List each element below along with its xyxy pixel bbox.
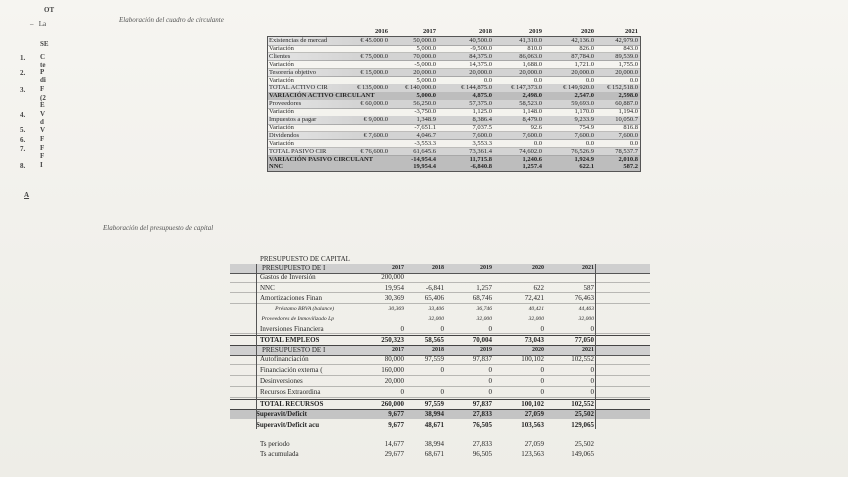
cell-value: € 15,000.0 [360,68,388,76]
cell-value: 8,386.4 [472,116,492,123]
year-header: 2018 [479,28,492,35]
cell-value: 14,677 [384,440,404,448]
cell-value: 56,250.0 [413,100,436,108]
row-label: Tesorería objetivo [269,68,317,76]
cell-value: 20,000 [384,377,404,385]
cell-value: 754.9 [579,123,594,131]
margin-item-number: 6. [20,136,26,144]
cell-value: -7,651.1 [414,123,436,131]
cell-value: 0 [540,324,544,333]
header-label: PRESUPUESTO DE I [262,346,326,354]
cell-value: 44,463 [578,305,594,312]
cell-value: 42,979.0 [615,37,638,44]
cell-value: 86,063.0 [519,52,542,60]
cell-value: 27,059 [524,440,544,448]
cell-value: 2,598.0 [618,92,638,100]
cell-value: 42,136.0 [571,37,594,44]
cell-value: 0.0 [533,76,542,84]
row-label: Clientes [269,52,291,60]
cell-value: 149,065 [571,450,594,458]
margin-code: OT [44,6,55,14]
cell-value: € 147,373.0 [511,84,542,92]
cell-value: 843.0 [623,44,638,52]
margin-item-fragment: (2 [40,94,46,102]
cell-value: 57,375.0 [469,100,492,108]
cell-value: 1,257 [476,283,492,292]
cell-value: 20,000.0 [413,68,436,76]
cell-value: 160,000 [381,366,404,374]
cell-value: 59,693.0 [571,100,594,108]
cell-value: 97,559 [424,355,444,363]
margin-item-number: 7. [20,145,26,153]
cell-value: 19,954.4 [413,163,436,171]
cell-value: 97,837 [472,400,492,408]
margin-item-number: 5. [20,126,26,134]
cell-value: 40,500.0 [469,37,492,44]
cell-value: € 60,000.0 [360,100,388,108]
row-label: Recursos Extraordina [260,388,321,396]
cell-value: 36,746 [476,305,492,312]
cell-value: 11,715.8 [469,155,492,163]
cell-value: 20,000.0 [571,68,594,76]
margin-item-number: 2. [20,69,26,77]
cell-value: 0 [590,377,594,385]
cell-value: 19,954 [384,283,404,292]
cell-value: 816.8 [623,123,638,131]
table-row [230,440,650,449]
cell-value: 260,000 [381,400,404,408]
cell-value: 810.0 [527,44,542,52]
year-header: 2019 [529,28,542,35]
margin-footer-mark: A [24,191,30,199]
cell-value: 1,348.9 [416,116,436,123]
cell-value: 622 [533,283,544,292]
cell-value: 76,505 [472,421,492,429]
row-label: Variación [269,123,294,131]
cell-value: 0.0 [629,139,638,147]
row-label: Proveedores [269,100,302,108]
cell-value: 1,170.0 [574,108,594,116]
cell-value: 27,833 [472,410,492,418]
cell-value: -6,840.8 [470,163,492,171]
cell-value: 70,004 [472,336,492,345]
cell-value: 30,369 [384,294,404,303]
cell-value: 32,000 [428,315,444,322]
cell-value: 50,000.0 [413,37,436,44]
cell-value: 33,406 [428,305,444,312]
cell-value: 0 [540,388,544,396]
cell-value: 0 [488,377,492,385]
row-label: Préstamo BBVA (balance) [275,305,334,312]
cell-value: 20,000.0 [519,68,542,76]
margin-item-fragment: di [40,76,46,84]
row-label: Amortizaciones Finan [260,294,323,303]
cell-value: 0 [488,366,492,374]
margin-item-number: 3. [20,86,26,94]
cell-value: -14,954.4 [411,155,436,163]
cell-value: 0 [540,366,544,374]
row-label: Inversiones Financiera [260,324,324,333]
cell-value: 1,755.0 [618,60,638,68]
cell-value: 77,050 [574,336,594,345]
margin-item-fragment: V [40,126,46,134]
cell-value: 29,677 [384,450,404,458]
cell-value: 10,050.7 [615,116,638,123]
cell-value: 30,369 [388,305,404,312]
capital-budget-title: PRESUPUESTO DE CAPITAL [260,255,350,263]
row-label: Superavit/Deficit acu [256,421,320,429]
cell-value: 60,887.0 [615,100,638,108]
cell-value: 65,406 [424,294,444,303]
cell-value: 2,547.0 [574,92,594,100]
margin-section: SE [40,40,49,48]
cell-value: 84,375.0 [469,52,492,60]
table-row [230,450,650,459]
cell-value: 1,688.0 [522,60,542,68]
year-header: 2021 [582,347,594,353]
row-label: Superavit/Deficit [256,410,307,418]
year-header: 2019 [480,265,492,271]
year-header: 2016 [375,28,388,35]
cell-value: 0.0 [533,139,542,147]
row-label: TOTAL EMPLEOS [260,336,320,345]
margin-item-fragment: C [40,53,46,61]
cell-value: 32,000 [476,315,492,322]
cell-value: 0 [590,388,594,396]
row-label: Variación [269,76,294,84]
cell-value: 61,645.6 [413,147,436,155]
row-label: Ts acumulada [260,450,299,458]
margin-item-fragment: F [40,135,45,143]
cell-value: 1,125.0 [472,108,492,116]
cell-value: 0 [440,388,444,396]
cell-value: 87,784.0 [571,52,594,60]
cell-value: 97,559 [424,400,444,408]
caption-current-assets: Elaboración del cuadro de circulante [119,16,224,24]
cell-value: 9,677 [388,421,404,429]
margin-item-fragment: F [40,85,45,93]
cell-value: 100,102 [521,400,544,408]
year-header: 2020 [532,265,544,271]
margin-dash-item: – La [30,20,47,28]
cell-value: € 149,920.0 [563,84,594,92]
year-header: 2019 [480,347,492,353]
cell-value: 20,000.0 [615,68,638,76]
cell-value: 200,000 [381,273,404,281]
year-header: 2018 [432,347,444,353]
margin-item-fragment: d [40,118,44,126]
cell-value: 1,194.0 [618,108,638,116]
row-label: TOTAL RECURSOS [260,400,324,408]
cell-value: 58,523.0 [519,100,542,108]
cell-value: 0 [488,388,492,396]
year-header: 2017 [392,265,404,271]
cell-value: 58,565 [424,336,444,345]
table-border [256,264,596,429]
cell-value: 25,502 [574,440,594,448]
row-label: VARIACIÓN ACTIVO CIRCULANT [269,92,375,100]
cell-value: 1,257.4 [522,163,542,171]
row-label: TOTAL PASIVO CIR [269,147,327,155]
row-label: Variación [269,139,294,147]
cell-value: 1,924.9 [574,155,594,163]
cell-value: -6,841 [425,283,444,292]
margin-item-fragment: F [40,144,45,152]
cell-value: 73,361.4 [469,147,492,155]
row-label: NNC [260,283,275,292]
row-label: Proveedores de Inmovilizado Lp [261,315,334,322]
margin-item-number: 4. [20,111,26,119]
cell-value: 0 [400,324,404,333]
caption-capital-budget: Elaboración del presupuesto de capital [103,224,214,232]
cell-value: 27,833 [472,440,492,448]
year-header: 2020 [581,28,594,35]
cell-value: 123,563 [521,450,544,458]
cell-value: 0 [440,324,444,333]
cell-value: € 135,000.0 [357,84,388,92]
header-label: PRESUPUESTO DE I [262,264,326,272]
cell-value: € 152,518.0 [607,84,638,92]
year-header: 2017 [392,347,404,353]
year-header: 2018 [432,265,444,271]
cell-value: 9,677 [388,410,404,418]
cell-value: 38,994 [424,410,444,418]
row-label: Dividendos [269,131,299,139]
cell-value: € 76,600.0 [360,147,388,155]
cell-value: 70,000.0 [413,52,436,60]
cell-value: 73,043 [524,336,544,345]
table-header-row [268,28,640,36]
cell-value: 97,837 [472,355,492,363]
cell-value: 20,000.0 [469,68,492,76]
cell-value: € 45.000 0 [360,37,388,44]
cell-value: 4,046.7 [416,131,436,139]
cell-value: 7,037.5 [472,123,492,131]
year-header: 2020 [532,347,544,353]
row-label: Ts periodo [260,440,290,448]
row-label: Impuestos a pagar [269,116,317,123]
margin-item-fragment: P [40,68,45,76]
cell-value: 587.2 [623,163,638,171]
cell-value: € 7,600.0 [363,131,388,139]
row-label: Variación [269,108,294,116]
table-border [267,36,641,172]
row-label: VARIACIÓN PASIVO CIRCULANT [269,155,374,163]
cell-value: € 140,000.0 [405,84,436,92]
cell-value: 1,148.0 [522,108,542,116]
cell-value: -3,750.0 [414,108,436,116]
cell-value: 622.1 [579,163,594,171]
cell-value: 4,875.0 [472,92,492,100]
cell-value: 76,526.9 [571,147,594,155]
cell-value: 0 [400,388,404,396]
cell-value: 92.6 [530,123,542,131]
cell-value: € 9,000.0 [363,116,388,123]
cell-value: 0.0 [585,76,594,84]
cell-value: 0 [590,324,594,333]
cell-value: 1,240.6 [522,155,542,163]
cell-value: 7,600.0 [574,131,594,139]
cell-value: 103,563 [521,421,544,429]
margin-item-fragment: E [40,101,45,109]
cell-value: 96,505 [472,450,492,458]
cell-value: 14,375.0 [469,60,492,68]
cell-value: 74,602.0 [519,147,542,155]
cell-value: 826.0 [579,44,594,52]
cell-value: 32,000 [578,315,594,322]
margin-item-fragment: V [40,110,46,118]
cell-value: 80,000 [384,355,404,363]
cell-value: 41,310.0 [519,37,542,44]
margin-item-number: 8. [20,162,26,170]
year-header: 2021 [582,265,594,271]
row-label: Variación [269,60,294,68]
row-label: TOTAL ACTIVO CIR [269,84,328,92]
cell-value: 89,539.0 [615,52,638,60]
row-label: Existencias de mercad [269,37,328,44]
cell-value: 0.0 [585,139,594,147]
cell-value: 40,421 [528,305,544,312]
cell-value: 0 [440,366,444,374]
cell-value: 68,671 [424,450,444,458]
margin-item-fragment: I [40,161,43,169]
cell-value: 9,233.9 [574,116,594,123]
row-label: Autofinanciación [260,355,309,363]
cell-value: 5,000.0 [416,92,436,100]
cell-value: 68,746 [472,294,492,303]
cell-value: 8,479.0 [522,116,542,123]
cell-value: 0.0 [629,76,638,84]
cell-value: 25,502 [574,410,594,418]
cell-value: 48,671 [424,421,444,429]
year-header: 2017 [423,28,436,35]
row-label: Desinversiones [260,377,303,385]
cell-value: 72,421 [524,294,544,303]
cell-value: 76,463 [574,294,594,303]
cell-value: 78,537.7 [615,147,638,155]
cell-value: 38,994 [424,440,444,448]
cell-value: 587 [583,283,594,292]
cell-value: 2,498.0 [522,92,542,100]
year-header: 2021 [625,28,638,35]
row-label: NNC [269,163,284,171]
cell-value: 2,010.8 [618,155,638,163]
row-label: Variación [269,44,294,52]
cell-value: € 75,000.0 [360,52,388,60]
cell-value: 5,000.0 [416,44,436,52]
cell-value: 100,102 [521,355,544,363]
cell-value: 0.0 [483,76,492,84]
cell-value: 0 [488,324,492,333]
row-label: Gastos de Inversión [260,273,316,281]
row-label: Financiación externa ( [260,366,323,374]
margin-item-fragment: te [40,61,46,69]
cell-value: 3,553.3 [472,139,492,147]
cell-value: -3,553.3 [414,139,436,147]
cell-value: 102,552 [571,400,594,408]
cell-value: € 144,875.0 [461,84,492,92]
cell-value: 7,600.0 [522,131,542,139]
cell-value: 7,600.0 [472,131,492,139]
cell-value: 0 [540,377,544,385]
margin-item-fragment: F [40,152,45,160]
cell-value: 27,059 [524,410,544,418]
cell-value: 0 [590,366,594,374]
cell-value: -5,000.0 [414,60,436,68]
cell-value: 32,000 [528,315,544,322]
cell-value: 102,552 [571,355,594,363]
cell-value: 7,600.0 [618,131,638,139]
cell-value: 250,323 [381,336,404,345]
cell-value: -9,500.0 [470,44,492,52]
cell-value: 129,065 [571,421,594,429]
cell-value: 1,721.0 [574,60,594,68]
cell-value: 5,000.0 [416,76,436,84]
margin-item-number: 1. [20,54,26,62]
